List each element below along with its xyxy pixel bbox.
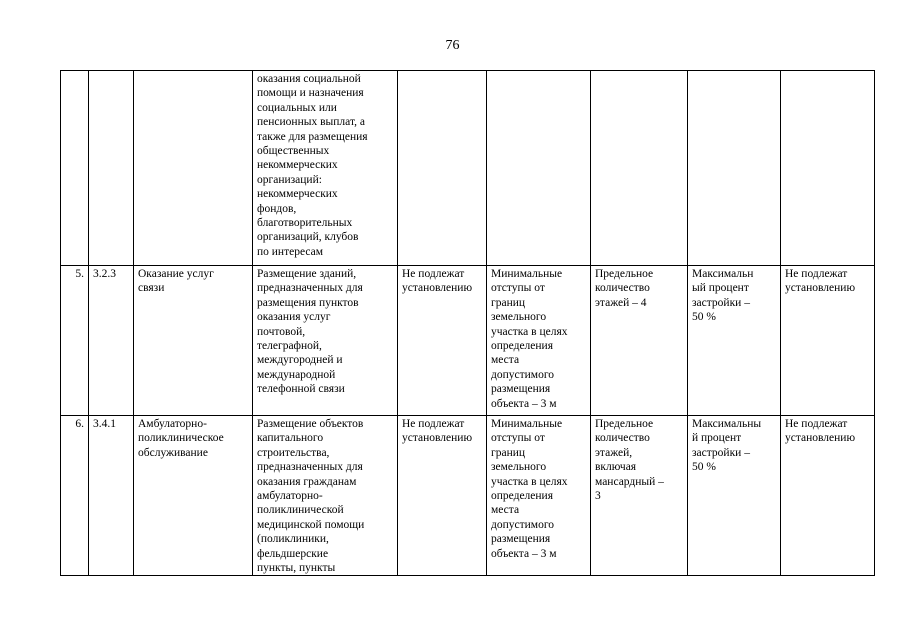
cell-text-line: Не подлежат — [402, 268, 465, 280]
cell-text-line: благотворительных — [257, 217, 353, 230]
cell-text-line: Оказание услуг — [138, 268, 214, 280]
coverage-cell — [688, 416, 781, 576]
cell-text-line: Не подлежат — [785, 418, 848, 430]
cell-text-line: объекта – 3 м — [491, 547, 557, 560]
use-name-cell — [134, 416, 253, 576]
cell-text-line: отступы от — [491, 432, 545, 445]
setback-cell — [487, 71, 591, 266]
cell-text-line: фельдшерские — [257, 547, 329, 560]
min-plot-size-cell — [398, 71, 487, 266]
cell-text-line: установлению — [402, 432, 473, 445]
cell-text-line: поликлинической — [257, 504, 344, 517]
cell-text-line: оказания гражданам — [257, 475, 357, 488]
cell-text-line: Не подлежат — [402, 418, 465, 430]
cell-text-line: границ — [491, 446, 526, 459]
max-floors-cell — [591, 71, 688, 266]
cell-text-line: оказания услуг — [257, 311, 331, 324]
use-description-cell — [253, 71, 398, 266]
other-params-cell — [781, 416, 875, 576]
cell-text-line: 50 % — [692, 461, 716, 474]
cell-text-line: места — [491, 354, 520, 367]
cell-text-line: 3 — [595, 490, 601, 503]
cell-text-line: установлению — [402, 282, 473, 295]
cell-text-line: некоммерческих — [257, 159, 338, 172]
setback-cell — [487, 416, 591, 576]
cell-text-line: Амбулаторно- — [138, 418, 207, 430]
table-row — [61, 416, 875, 576]
cell-text-line: допустимого — [491, 368, 554, 381]
cell-text-line: застройки – — [692, 296, 750, 309]
cell-text-line: допустимого — [491, 518, 554, 531]
cell-text-line: й процент — [692, 432, 742, 445]
cell-text-line: связи — [138, 282, 165, 295]
page-number: 76 — [445, 38, 460, 53]
cell-text-line: участка в целях — [491, 475, 568, 488]
cell-text-line: медицинской помощи — [257, 518, 365, 531]
use-code-cell: 3.4.1 — [89, 416, 134, 576]
cell-text-line: предназначенных для — [257, 282, 363, 295]
cell-text-line: почтовой, — [257, 325, 306, 338]
cell-text-line: застройки – — [692, 446, 750, 459]
cell-text-line: определения — [491, 490, 554, 503]
cell-text-line: Не подлежат — [785, 268, 848, 280]
cell-text-line: ый процент — [692, 282, 749, 295]
cell-text-line: земельного — [491, 311, 547, 324]
coverage-cell — [688, 266, 781, 416]
min-plot-size-cell — [398, 266, 487, 416]
cell-text-line: определения — [491, 340, 554, 353]
row-number-cell: 6. — [61, 416, 89, 576]
other-params-cell — [781, 266, 875, 416]
cell-text-line: отступы от — [491, 282, 545, 295]
cell-text-line: междугородней и — [257, 354, 343, 367]
cell-text-line: земельного — [491, 461, 547, 474]
cell-text-line: некоммерческих — [257, 188, 338, 201]
cell-text-line: общественных — [257, 145, 330, 158]
cell-text-line: размещения — [491, 533, 551, 546]
cell-text-line: Максимальн — [692, 268, 754, 280]
cell-text-line: границ — [491, 296, 526, 309]
cell-text-line: амбулаторно- — [257, 490, 323, 503]
cell-text-line: места — [491, 504, 520, 517]
cell-text-line: также для размещения — [257, 130, 368, 143]
table-row — [61, 266, 875, 416]
cell-text-line: размещения пунктов — [257, 296, 359, 309]
cell-text-line: социальных или — [257, 101, 337, 114]
cell-text-line: предназначенных для — [257, 461, 363, 474]
cell-text-line: объекта – 3 м — [491, 397, 557, 410]
cell-text-line: оказания социальной — [257, 73, 361, 85]
use-description-cell — [253, 416, 398, 576]
cell-text-line: (поликлиники, — [257, 533, 329, 546]
cell-text-line: пенсионных выплат, а — [257, 116, 365, 129]
use-code-cell: 3.2.3 — [89, 266, 134, 416]
cell-text-line: международной — [257, 368, 336, 381]
cell-text-line: этажей – 4 — [595, 296, 647, 309]
cell-text-line: включая — [595, 461, 637, 474]
cell-text-line: Размещение объектов — [257, 418, 364, 430]
coverage-cell — [688, 71, 781, 266]
cell-text-line: мансардный – — [595, 475, 664, 488]
zoning-regulations-table — [60, 70, 875, 576]
row-number-cell: 5. — [61, 266, 89, 416]
cell-text-line: организаций: — [257, 173, 322, 186]
cell-text-line: участка в целях — [491, 325, 568, 338]
cell-text-line: количество — [595, 432, 650, 445]
cell-text-line: Максимальны — [692, 418, 762, 430]
cell-text-line: Размещение зданий, — [257, 268, 357, 280]
setback-cell — [487, 266, 591, 416]
cell-text-line: капитального — [257, 432, 324, 445]
cell-text-line: по интересам — [257, 245, 323, 258]
cell-text-line: поликлиническое — [138, 432, 224, 445]
cell-text-line: пункты, пункты — [257, 562, 336, 575]
row-number-cell — [61, 71, 89, 266]
cell-text-line: 50 % — [692, 311, 716, 324]
cell-text-line: Минимальные — [491, 268, 563, 280]
cell-text-line: строительства, — [257, 446, 330, 459]
cell-text-line: Минимальные — [491, 418, 563, 430]
other-params-cell — [781, 71, 875, 266]
table-row — [61, 71, 875, 266]
use-name-cell — [134, 71, 253, 266]
cell-text-line: этажей, — [595, 446, 633, 459]
cell-text-line: телефонной связи — [257, 383, 345, 396]
cell-text-line: помощи и назначения — [257, 87, 364, 100]
use-code-cell — [89, 71, 134, 266]
cell-text-line: фондов, — [257, 202, 297, 215]
cell-text-line: организаций, клубов — [257, 231, 359, 244]
min-plot-size-cell — [398, 416, 487, 576]
use-description-cell — [253, 266, 398, 416]
use-name-cell — [134, 266, 253, 416]
cell-text-line: установлению — [785, 432, 856, 445]
cell-text-line: установлению — [785, 282, 856, 295]
max-floors-cell — [591, 266, 688, 416]
cell-text-line: обслуживание — [138, 446, 208, 459]
cell-text-line: телеграфной, — [257, 340, 322, 353]
cell-text-line: количество — [595, 282, 650, 295]
cell-text-line: Предельное — [595, 268, 654, 280]
cell-text-line: Предельное — [595, 418, 654, 430]
max-floors-cell — [591, 416, 688, 576]
cell-text-line: размещения — [491, 383, 551, 396]
